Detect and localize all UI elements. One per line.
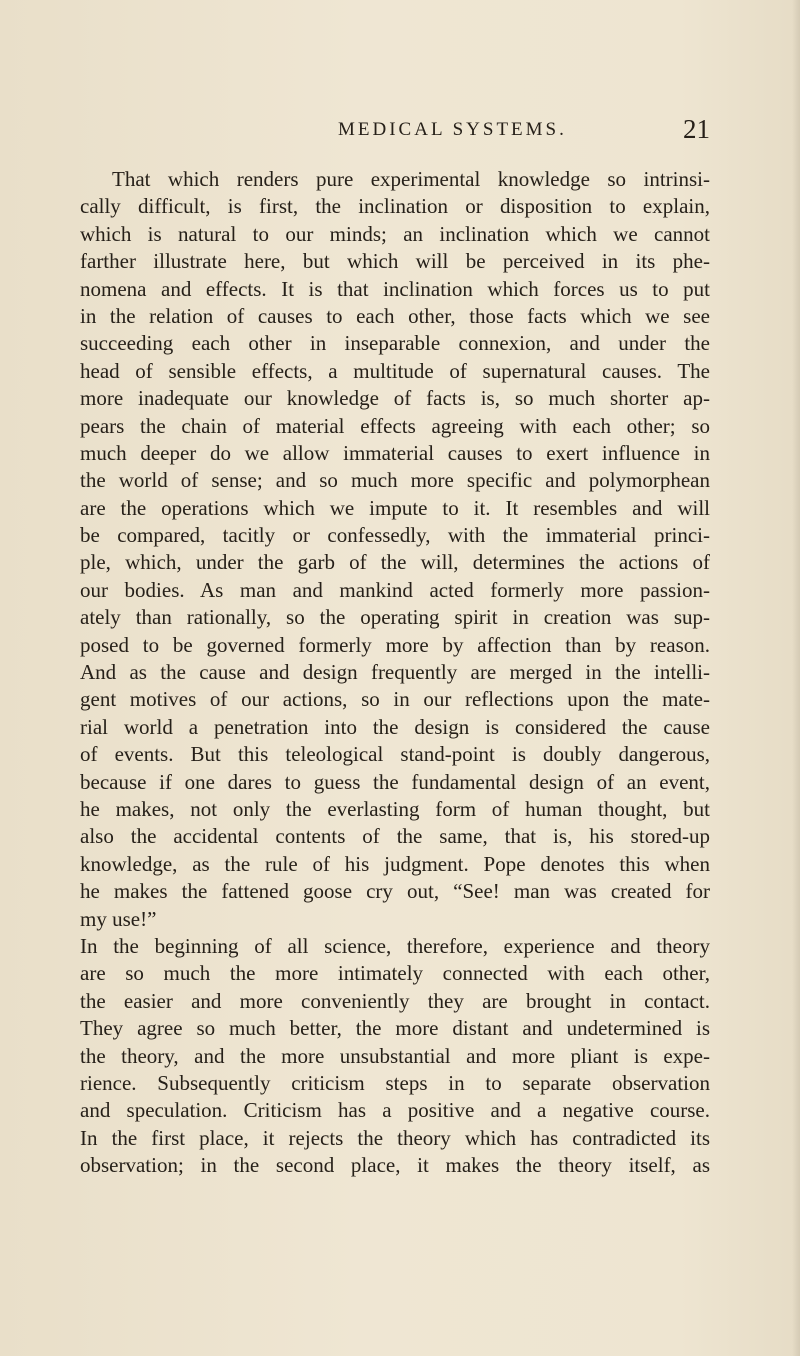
text-line: observation; in the second place, it makes the theory itself, as [80, 1153, 710, 1178]
text-line: the world of sense; and so much more specific and polymorphean [80, 468, 710, 493]
text-line: my use!” [80, 906, 157, 931]
text-line: our bodies. As man and mankind acted formerly more passion- [80, 577, 710, 602]
text-line: nomena and effects. It is that inclination which forces us to put [80, 276, 710, 301]
paragraph-1 [80, 166, 710, 933]
text-line: succeeding each other in inseparable connexion, and under the [80, 331, 710, 356]
running-head [80, 114, 710, 146]
text-line: are so much the more intimately connected with each other, [80, 961, 710, 986]
text-line: the theory, and the more unsubstantial and more pliant is expe- [80, 1043, 710, 1068]
text-line: and speculation. Criticism has a positive and a negative course. [80, 1098, 710, 1123]
text-line: cally difficult, is first, the inclination or disposition to explain, [80, 194, 710, 219]
paragraph-2 [80, 933, 710, 1180]
text-line: the easier and more conveniently they are brought in contact. [80, 988, 710, 1013]
text-line: also the accidental contents of the same, that is, his stored-up [80, 824, 710, 849]
text-line: ately than rationally, so the operating spirit in creation was sup- [80, 605, 710, 630]
text-line: head of sensible effects, a multitude of supernatural causes. The [80, 358, 710, 383]
running-title: MEDICAL SYSTEMS. [338, 119, 567, 140]
text-line: They agree so much better, the more distant and undetermined is [80, 1016, 710, 1041]
text-line: in the relation of causes to each other, those facts which we see [80, 303, 710, 328]
text-line: And as the cause and design frequently are merged in the intelli- [80, 660, 710, 685]
text-line: farther illustrate here, but which will be perceived in its phe- [80, 249, 710, 274]
text-line: knowledge, as the rule of his judgment. Pope denotes this when [80, 851, 710, 876]
body-text [80, 166, 710, 1179]
text-line: he makes, not only the everlasting form of human thought, but [80, 796, 710, 821]
text-line: rience. Subsequently criticism steps in to separate observation [80, 1070, 710, 1095]
text-line: pears the chain of material effects agreeing with each other; so [80, 413, 710, 438]
text-line: posed to be governed formerly more by affection than by reason. [80, 632, 710, 657]
text-line: In the first place, it rejects the theory which has contradicted its [80, 1125, 710, 1150]
text-line: That which renders pure experimental knowledge so intrinsi- [112, 167, 710, 191]
text-line: are the operations which we impute to it. It resembles and will [80, 495, 710, 520]
page-edge-shadow [792, 0, 800, 1356]
text-line: be compared, tacitly or confessedly, with the immaterial princi- [80, 523, 710, 548]
text-line: much deeper do we allow immaterial causes to exert influence in [80, 440, 710, 465]
text-line: more inadequate our knowledge of facts is, so much shorter ap- [80, 386, 710, 411]
text-line: because if one dares to guess the fundamental design of an event, [80, 769, 710, 794]
text-line: he makes the fattened goose cry out, “See! man was created for [80, 879, 710, 904]
text-line: gent motives of our actions, so in our reflections upon the mate- [80, 687, 710, 712]
text-line: ple, which, under the garb of the will, determines the actions of [80, 550, 710, 575]
page-number: 21 [683, 114, 710, 144]
text-line: In the beginning of all science, therefore, experience and theory [80, 933, 710, 958]
text-line: of events. But this teleological stand-point is doubly dangerous, [80, 742, 710, 767]
text-line: which is natural to our minds; an inclination which we cannot [80, 221, 710, 246]
text-line: rial world a penetration into the design is considered the cause [80, 714, 710, 739]
